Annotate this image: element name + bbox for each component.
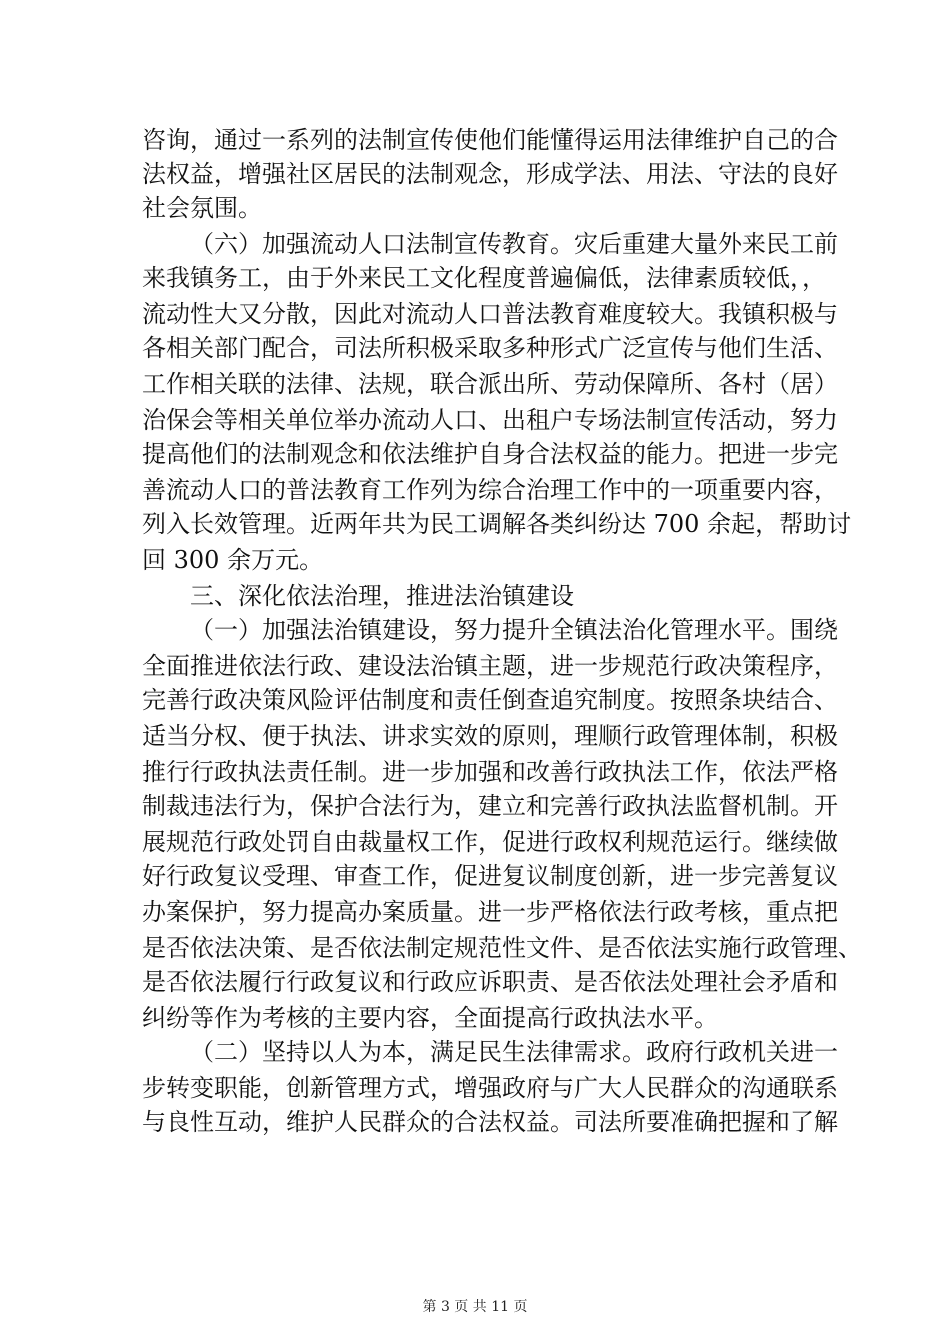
section-heading: 三、深化依法治理，推进法治镇建设 (190, 582, 574, 610)
text-line: 流动性大又分散，因此对流动人口普法教育难度较大。我镇积极与 (142, 300, 838, 328)
text-line: 回 300 余万元。 (142, 546, 324, 574)
paragraph-heading-line: （一）加强法治镇建设，努力提升全镇法治化管理水平。围绕 (190, 616, 838, 644)
text-line: 完善行政决策风险评估制度和责任倒查追究制度。按照条块结合、 (142, 686, 838, 714)
text-line: 办案保护，努力提高办案质量。进一步严格依法行政考核，重点把 (142, 898, 838, 926)
paragraph-heading-line: （二）坚持以人为本，满足民生法律需求。政府行政机关进一 (190, 1038, 838, 1066)
text-line: 各相关部门配合，司法所积极采取多种形式广泛宣传与他们生活、 (142, 334, 838, 362)
text-line: 来我镇务工，由于外来民工文化程度普遍偏低，法律素质较低，， (142, 264, 826, 292)
text-line: 提高他们的法制观念和依法维护自身合法权益的能力。把进一步完 (142, 440, 838, 468)
text-line: 纠纷等作为考核的主要内容，全面提高行政执法水平。 (142, 1004, 718, 1032)
text-line: 法权益，增强社区居民的法制观念，形成学法、用法、守法的良好 (142, 160, 838, 188)
text-line: 咨询，通过一系列的法制宣传使他们能懂得运用法律维护自己的合 (142, 126, 838, 154)
text-line: 工作相关联的法律、法规，联合派出所、劳动保障所、各村（居） (142, 370, 838, 398)
text-line: 是否依法决策、是否依法制定规范性文件、是否依法实施行政管理、 (142, 934, 862, 962)
text-line: 适当分权、便于执法、讲求实效的原则，理顺行政管理体制，积极 (142, 722, 838, 750)
text-line: 与良性互动，维护人民群众的合法权益。司法所要准确把握和了解 (142, 1108, 838, 1136)
text-line: 治保会等相关单位举办流动人口、出租户专场法制宣传活动，努力 (142, 406, 838, 434)
text-line: 善流动人口的普法教育工作列为综合治理工作中的一项重要内容， (142, 476, 838, 504)
text-line: 全面推进依法行政、建设法治镇主题，进一步规范行政决策程序， (142, 652, 838, 680)
text-line: 社会氛围。 (142, 194, 262, 222)
text-line: 列入长效管理。近两年共为民工调解各类纠纷达 700 余起，帮助讨 (142, 510, 852, 538)
text-line: 推行行政执法责任制。进一步加强和改善行政执法工作，依法严格 (142, 758, 838, 786)
paragraph-heading-line: （六）加强流动人口法制宣传教育。灾后重建大量外来民工前 (190, 230, 838, 258)
page-number-footer: 第 3 页 共 11 页 (422, 1299, 528, 1315)
text-line: 是否依法履行行政复议和行政应诉职责、是否依法处理社会矛盾和 (142, 968, 838, 996)
text-line: 展规范行政处罚自由裁量权工作，促进行政权利规范运行。继续做 (142, 828, 838, 856)
text-line: 制裁违法行为，保护合法行为，建立和完善行政执法监督机制。开 (142, 792, 838, 820)
text-line: 好行政复议受理、审查工作，促进复议制度创新，进一步完善复议 (142, 862, 838, 890)
text-line: 步转变职能，创新管理方式，增强政府与广大人民群众的沟通联系 (142, 1074, 838, 1102)
